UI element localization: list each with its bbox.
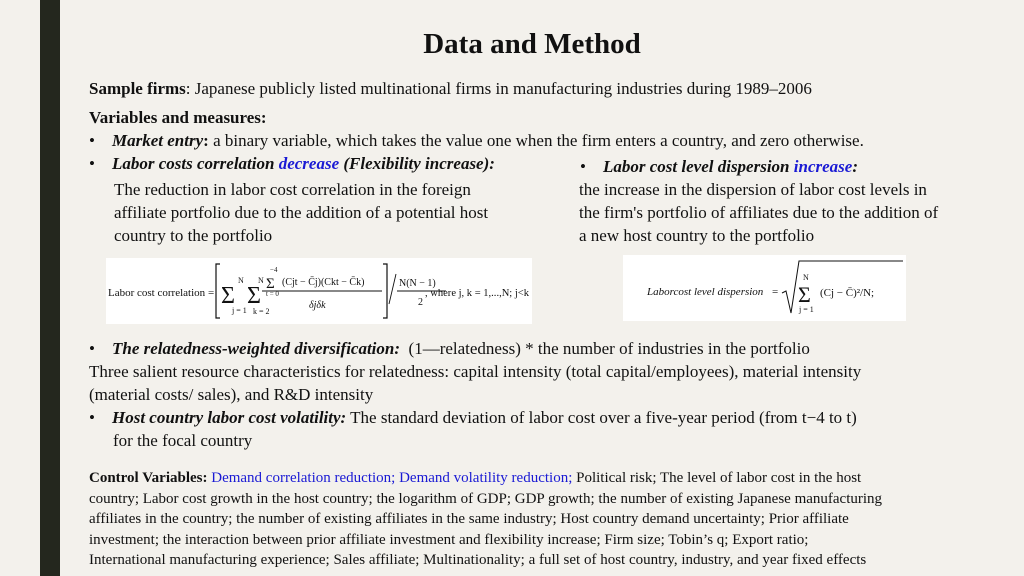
labor-disp-label-suffix: : xyxy=(852,157,858,176)
sigma-4: Σ xyxy=(798,282,811,307)
formula1-sum-upper: N xyxy=(238,276,244,285)
bullet: • xyxy=(89,154,95,173)
bullet: • xyxy=(89,131,95,150)
sample-firms-line xyxy=(89,77,812,100)
left-accent-bar xyxy=(40,0,60,576)
formula1-right-bracket xyxy=(383,264,387,318)
labor-corr-desc-3: country to the portfolio xyxy=(114,226,273,245)
sample-firms-label: Sample firms xyxy=(89,79,186,98)
formula1-left-bracket xyxy=(216,264,220,318)
formula-2-svg xyxy=(623,255,906,321)
labor-disp-heading xyxy=(580,155,858,178)
volatility-label: Host country labor cost volatility: xyxy=(112,408,347,427)
controls-line1-rest: Political risk; The level of labor cost in the host xyxy=(572,470,862,486)
labor-corr-heading xyxy=(89,152,495,175)
controls-line-1 xyxy=(89,468,861,489)
labor-cost-dispersion-formula xyxy=(623,255,906,321)
variables-heading: Variables and measures: xyxy=(89,108,267,127)
formula1-denominator: δjδk xyxy=(309,300,326,311)
bullet: • xyxy=(580,157,586,176)
labor-cost-correlation-formula xyxy=(106,258,532,324)
controls-label: Control Variables: xyxy=(89,470,208,486)
formula2-eq: = xyxy=(772,286,779,298)
sigma-1: Σ xyxy=(221,283,235,309)
labor-disp-desc-1: the increase in the dispersion of labor cost levels in xyxy=(579,180,927,199)
sigma-2: Σ xyxy=(247,283,261,309)
salient-line-2: (material costs/ sales), and R&D intensity xyxy=(89,385,374,404)
formula2-body: (Cj − C̄)²/N; xyxy=(820,287,875,299)
formula1-slash xyxy=(389,274,396,304)
market-entry-item xyxy=(89,129,864,152)
formula1-sum2-lower: k = 2 xyxy=(253,307,270,316)
labor-disp-label: Labor cost level dispersion xyxy=(603,157,794,176)
labor-corr-desc-1: The reduction in labor cost correlation in the foreign xyxy=(114,180,471,199)
formula1-inner-lower: t = 0 xyxy=(266,290,279,298)
controls-line-3: affiliates in the country; the number of existing affiliates in the same industry; Host country demand uncertainty; Prior affiliate xyxy=(89,511,849,527)
market-entry-text: a binary variable, which takes the value one when the firm enters a country, and zero otherwise. xyxy=(208,131,864,150)
volatility-text: The standard deviation of labor cost over a five-year period (from t−4 to t) xyxy=(346,408,857,427)
formula1-eq: = xyxy=(208,287,215,299)
formula2-lhs: Laborcost level dispersion xyxy=(647,286,764,298)
labor-disp-desc-2: the firm's portfolio of affiliates due to the addition of xyxy=(579,203,939,222)
sample-firms-text: : Japanese publicly listed multinational firms in manufacturing industries during 1989–2006 xyxy=(185,79,812,98)
relatedness-label: The relatedness-weighted diversification: xyxy=(112,339,401,358)
market-entry-colon: : xyxy=(203,131,209,150)
relatedness-text: (1—relatedness) * the number of industries in the portfolio xyxy=(400,339,810,358)
labor-disp-desc-3: a new host country to the portfolio xyxy=(579,226,815,245)
formula1-numerator: (Cjt − C̄j)(Ckt − C̄k) xyxy=(282,277,365,288)
labor-corr-label: Labor costs correlation xyxy=(112,154,279,173)
labor-corr-decrease: decrease xyxy=(278,154,340,173)
formula2-sum-lower: j = 1 xyxy=(799,305,814,314)
market-entry-label: Market entry xyxy=(112,131,204,150)
labor-disp-increase: increase xyxy=(793,157,853,176)
labor-corr-label-suffix: (Flexibility increase): xyxy=(339,154,495,173)
formula1-sum-lower: j = 1 xyxy=(232,306,247,315)
bullet: • xyxy=(89,339,95,358)
controls-line-5: International manufacturing experience; Sales affiliate; Multinationality; a full set of host country, industry, and year fixed effects xyxy=(89,552,867,568)
bullet: • xyxy=(89,408,95,427)
formula2-sum-upper: N xyxy=(803,273,809,282)
relatedness-item xyxy=(89,337,810,360)
labor-corr-desc-2: affiliate portfolio due to the addition of a potential host xyxy=(114,203,489,222)
formula1-where: , where j, k = 1,...,N; j<k xyxy=(425,288,529,299)
sigma-3: Σ xyxy=(266,276,275,292)
controls-line-2: country; Labor cost growth in the host country; the logarithm of GDP; GDP growth; the number of existing Japanese manufacturing xyxy=(89,490,883,507)
formula1-lhs: Labor cost correlation xyxy=(108,287,206,299)
slide-title: Data and Method xyxy=(423,28,641,60)
controls-demand-items: Demand correlation reduction; Demand volatility reduction; xyxy=(207,470,573,486)
volatility-item xyxy=(89,406,857,429)
volatility-line-2: for the focal country xyxy=(113,431,253,450)
formula1-inner-upper: −4 xyxy=(270,266,278,274)
formula1-rhs-num: N(N − 1) xyxy=(399,278,436,289)
salient-line-1: Three salient resource characteristics for relatedness: capital intensity (total capital/employees), material intensity xyxy=(89,362,862,381)
formula-1-svg xyxy=(106,258,532,324)
controls-line-4: investment; the interaction between prior affiliate investment and flexibility increase; Firm size; Tobin’s q; Export ratio; xyxy=(89,531,809,548)
formula1-sum2-upper: N xyxy=(258,276,264,285)
formula1-rhs-den: 2 xyxy=(418,297,423,308)
